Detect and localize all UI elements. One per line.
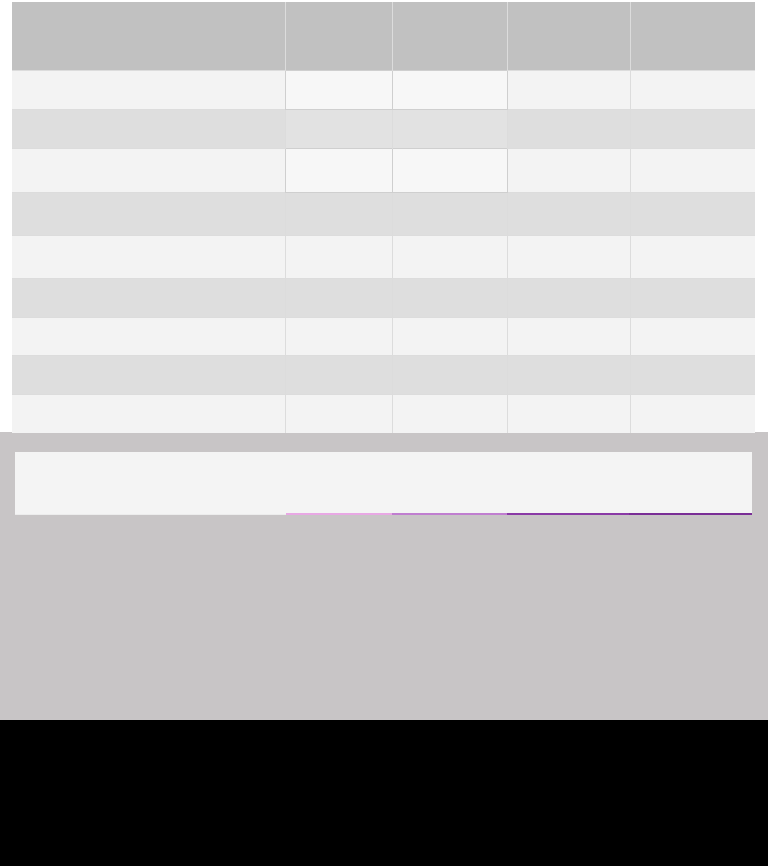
cell-experience xyxy=(392,356,507,395)
feature-label xyxy=(12,193,285,236)
cell-universe xyxy=(507,395,630,433)
cell-universe xyxy=(507,318,630,356)
feature-label xyxy=(12,236,285,279)
cell-structure xyxy=(285,395,392,433)
empty-cell-structure xyxy=(285,110,392,149)
cell-universe xyxy=(507,356,630,395)
comparison-table-top xyxy=(12,2,755,433)
feature-label xyxy=(12,149,285,193)
empty-cell-experience xyxy=(392,71,507,110)
table-row xyxy=(12,356,755,395)
cell-universe xyxy=(507,71,630,110)
cell-structure xyxy=(285,236,392,279)
table-row xyxy=(12,149,755,193)
cell-experience xyxy=(392,236,507,279)
cell-experience xyxy=(392,279,507,318)
feature-label xyxy=(12,356,285,395)
empty-cell-structure xyxy=(285,71,392,110)
black-background-band xyxy=(0,720,768,866)
cell-barn xyxy=(630,356,755,395)
table-header-row xyxy=(12,2,755,71)
cell-structure xyxy=(285,318,392,356)
cell-universe xyxy=(507,110,630,149)
table-row xyxy=(12,236,755,279)
header-barn-special-edition xyxy=(629,452,752,514)
cell-universe xyxy=(507,149,630,193)
table-header-row xyxy=(15,452,752,514)
header-structure-editions xyxy=(286,452,392,514)
table-row xyxy=(12,71,755,110)
header-corner-cell xyxy=(15,452,286,514)
cell-barn xyxy=(630,279,755,318)
empty-cell-experience xyxy=(392,110,507,149)
cell-universe xyxy=(507,193,630,236)
table-row xyxy=(12,110,755,149)
cell-experience xyxy=(392,395,507,433)
cell-structure xyxy=(285,279,392,318)
cell-barn xyxy=(630,395,755,433)
feature-label xyxy=(12,110,285,149)
empty-cell-structure xyxy=(285,149,392,193)
table-row xyxy=(12,279,755,318)
cell-barn xyxy=(630,318,755,356)
cell-universe xyxy=(507,236,630,279)
cell-structure xyxy=(285,356,392,395)
table-row xyxy=(12,318,755,356)
feature-label xyxy=(12,279,285,318)
empty-cell-experience xyxy=(392,149,507,193)
comparison-table-bottom xyxy=(15,452,752,515)
cell-universe xyxy=(507,279,630,318)
cell-barn xyxy=(630,149,755,193)
header-experience-editions xyxy=(392,2,507,71)
cell-barn xyxy=(630,71,755,110)
header-structure-editions xyxy=(285,2,392,71)
header-universe-editions xyxy=(507,452,629,514)
cell-structure xyxy=(285,193,392,236)
header-experience-editions xyxy=(392,452,507,514)
cell-barn xyxy=(630,193,755,236)
header-corner-cell xyxy=(12,2,285,71)
table-row xyxy=(12,395,755,433)
feature-label xyxy=(12,318,285,356)
cell-barn xyxy=(630,110,755,149)
cell-experience xyxy=(392,193,507,236)
header-universe-editions xyxy=(507,2,630,71)
cell-experience xyxy=(392,318,507,356)
cell-barn xyxy=(630,236,755,279)
feature-label xyxy=(12,395,285,433)
feature-label xyxy=(12,71,285,110)
header-barn-special-edition xyxy=(630,2,755,71)
table-row xyxy=(12,193,755,236)
